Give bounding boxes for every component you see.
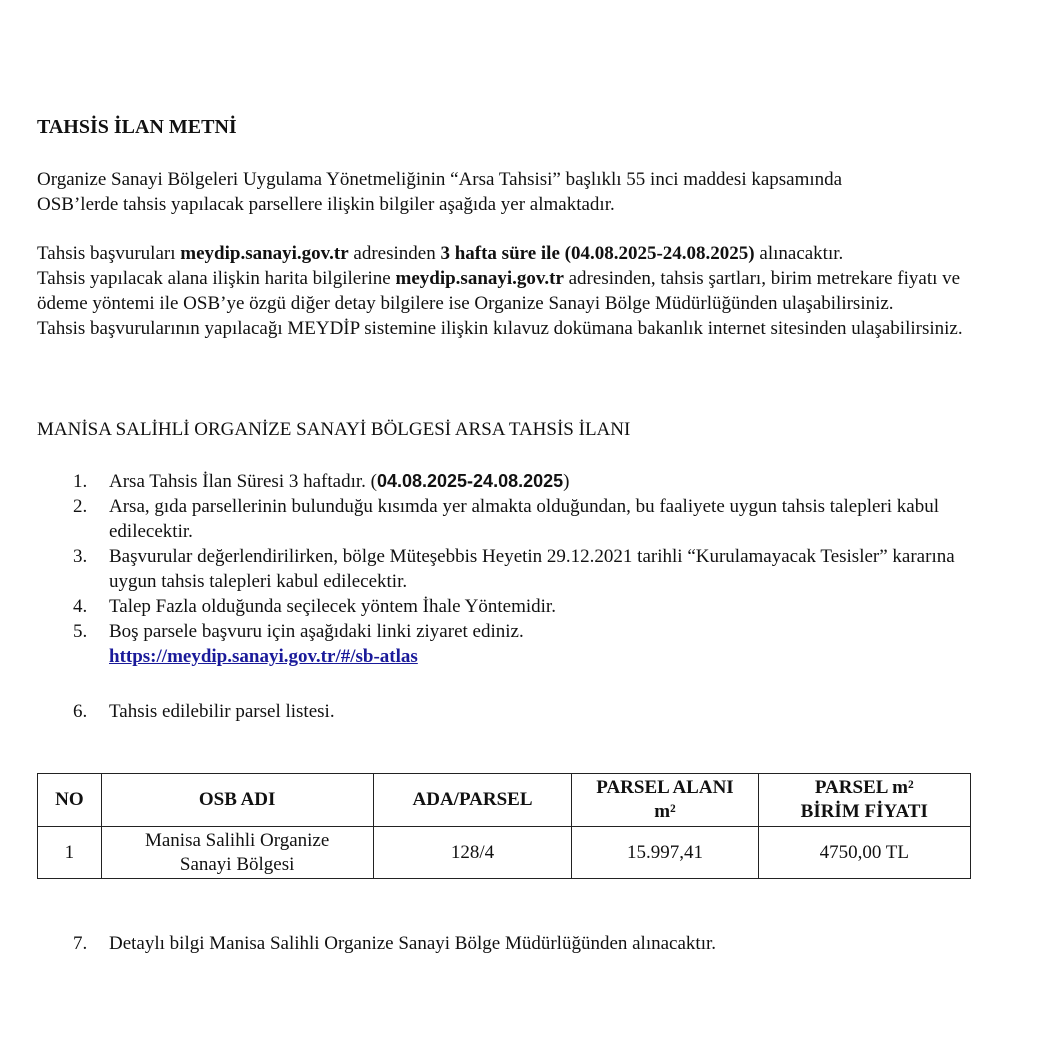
- list-item-text: Detaylı bilgi Manisa Salihli Organize Sanayi Bölge Müdürlüğünden alınacaktır.: [109, 933, 716, 954]
- list-item: [37, 469, 977, 494]
- parcel-table: [37, 773, 971, 879]
- intro-line-1: Organize Sanayi Bölgeleri Uygulama Yönetmeliğinin “Arsa Tahsisi” başlıklı 55 inci maddesi kapsamında: [37, 169, 843, 190]
- intro-paragraph: [37, 167, 977, 217]
- list-item-dates: 04.08.2025-24.08.2025: [376, 471, 564, 491]
- cell-osb-name-l2: Sanayi Bölgesi: [179, 853, 295, 875]
- cell-osb-name: [101, 827, 373, 879]
- list-item-text: Boş parsele başvuru için aşağıdaki linki ziyaret ediniz.: [109, 621, 524, 642]
- apply-text-1: Tahsis başvuruları: [37, 243, 181, 264]
- list-item-text: Arsa Tahsis İlan Süresi 3 haftadır. (: [109, 471, 377, 492]
- header-parcel-area: [572, 774, 758, 827]
- list-item-number: 4.: [73, 596, 88, 617]
- list-item-text: Tahsis edilebilir parsel listesi.: [109, 701, 335, 722]
- cell-unit-price: 4750,00 TL: [758, 827, 970, 879]
- apply-text-6: Tahsis başvurularının yapılacağı MEYDİP sistemine ilişkin kılavuz dokümana bakanlık internet sitesinden ulaşabilirsiniz.: [37, 318, 963, 339]
- list-item-text: Talep Fazla olduğunda seçilecek yöntem İhale Yöntemidir.: [109, 596, 556, 617]
- header-parcel-area-l1: PARSEL ALANI: [596, 777, 734, 798]
- table-header-row: [38, 774, 971, 827]
- list-item-number: 2.: [73, 496, 88, 517]
- header-unit-price-l1: PARSEL m²: [814, 777, 914, 798]
- header-ada-parsel: ADA/PARSEL: [373, 774, 572, 827]
- apply-site-1: meydip.sanayi.gov.tr: [180, 243, 349, 264]
- header-unit-price: [758, 774, 970, 827]
- announcement-list-continued: [37, 699, 977, 724]
- list-item-tail: ): [563, 471, 570, 492]
- list-item: [37, 594, 977, 619]
- table-row: [38, 827, 971, 879]
- header-no: NO: [38, 774, 102, 827]
- announcement-list-final: [37, 931, 977, 956]
- application-paragraph: [37, 241, 977, 341]
- cell-osb-name-l1: Manisa Salihli Organize: [144, 829, 330, 851]
- list-item-number: 3.: [73, 546, 88, 567]
- cell-ada-parsel: 128/4: [373, 827, 572, 879]
- apply-text-2: adresinden: [348, 243, 441, 264]
- header-osb-name: OSB ADI: [101, 774, 373, 827]
- list-item-number: 5.: [73, 621, 88, 642]
- announcement-list: [37, 469, 977, 669]
- apply-site-2: meydip.sanayi.gov.tr: [395, 268, 564, 289]
- list-item: [37, 931, 977, 956]
- section-title: MANİSA SALİHLİ ORGANİZE SANAYİ BÖLGESİ ARSA TAHSİS İLANI: [37, 419, 631, 440]
- apply-text-3: alınacaktır.: [754, 243, 844, 264]
- intro-line-2: OSB’lerde tahsis yapılacak parsellere ilişkin bilgiler aşağıda yer almaktadır.: [37, 194, 615, 215]
- cell-no: 1: [38, 827, 102, 879]
- list-item-text: Arsa, gıda parsellerinin bulunduğu kısımda yer almakta olduğundan, bu faaliyete uygun tahsis talepleri kabul edilecektir.: [109, 496, 939, 542]
- document-title: TAHSİS İLAN METNİ: [37, 116, 237, 138]
- list-item: [37, 699, 977, 724]
- header-unit-price-l2: BİRİM FİYATI: [800, 801, 928, 822]
- list-item: [37, 544, 977, 594]
- header-parcel-area-l2: m²: [654, 801, 676, 822]
- sb-atlas-link[interactable]: https://meydip.sanayi.gov.tr/#/sb-atlas: [109, 646, 418, 667]
- apply-text-4: Tahsis yapılacak alana ilişkin harita bilgilerine: [37, 268, 396, 289]
- list-item: [37, 494, 977, 544]
- list-item-text: Başvurular değerlendirilirken, bölge Müteşebbis Heyetin 29.12.2021 tarihli “Kurulamayacak Tesisler” kararına uygun tahsis talepleri kabul edilecektir.: [109, 546, 955, 592]
- list-item-number: 1.: [73, 471, 88, 492]
- list-item-number: 7.: [73, 933, 88, 954]
- list-item-number: 6.: [73, 701, 88, 722]
- apply-period: 3 hafta süre ile (04.08.2025-24.08.2025): [440, 243, 755, 264]
- list-item: [37, 619, 977, 669]
- apply-text-5: adresinden, tahsis şartları, birim metrekare fiyatı ve ödeme yöntemi ile OSB’ye özgü diğer detay bilgilere ise Organize Sanayi Bölge Müdürlüğünden ulaşabilirsiniz.: [37, 268, 961, 314]
- cell-parcel-area: 15.997,41: [572, 827, 758, 879]
